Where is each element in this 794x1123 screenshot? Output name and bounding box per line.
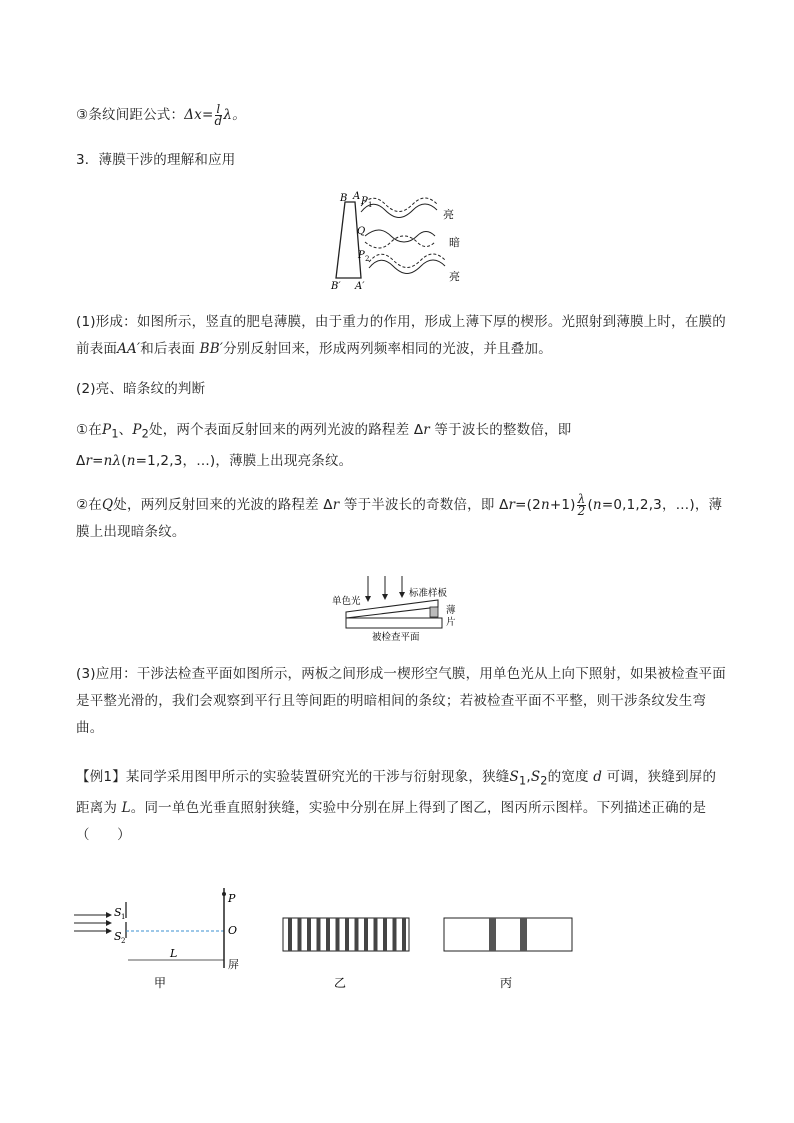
point-P: [222, 892, 226, 896]
b-r2: r: [85, 452, 93, 469]
label-tested-plane: 被检查平面: [372, 632, 420, 643]
thin-sheet: [430, 607, 438, 617]
label-bright-bottom: 亮: [449, 270, 460, 283]
application-paragraph: (3)应用：干涉法检查平面如图所示，两板之间形成一楔形空气膜，用单色光从上向下照射，如果被检查平面是平整光滑的，我们会观察到平行且等间距的明暗相间的条纹；若被检查平面不平整，则干涉条纹发生弯曲。: [76, 666, 726, 736]
light-ray-1-head: [106, 912, 112, 918]
ex-d: d: [593, 769, 603, 785]
formation-text-b: 和后表面: [140, 341, 196, 357]
d-e: +1): [549, 497, 576, 513]
pattern-figure-yi: [283, 918, 409, 990]
soap-film-diagram: [325, 188, 475, 296]
label-bright-top: 亮: [443, 208, 454, 221]
d-c: 等于半波长的奇数倍，即 Δ: [339, 497, 509, 513]
wave-dark-1: [365, 230, 435, 242]
ex-a: 某同学采用图甲所示的实验装置研究光的干涉与衍射现象，狭缝: [125, 769, 510, 785]
fraction-lambda-over-2: [577, 491, 587, 518]
label-P2-sub: 2: [365, 255, 370, 263]
arrow-2-head: [382, 594, 388, 600]
interference-fringe: [402, 918, 406, 951]
b-sub1: 1: [111, 427, 119, 441]
label-dark: 暗: [449, 236, 460, 249]
label-B-prime: B′: [331, 281, 341, 292]
apparatus-figure-jia: [74, 888, 239, 990]
label-standard-plate: 标准样板: [409, 588, 448, 599]
ex-e: 。同一单色光垂直照射狭缝，实验中分别在屏上得到了图乙，图丙所示图样。下列描述正确的是（ ）: [76, 799, 707, 843]
fringe-spacing-formula: [76, 102, 726, 129]
arrow-1-head: [365, 596, 371, 602]
d-Q: Q: [102, 497, 114, 513]
b-a: ①在: [76, 422, 103, 438]
b-b: 处，两个表面反射回来的两列光波的路程差 Δ: [149, 422, 424, 438]
fraction-l-over-d: [214, 101, 223, 128]
interference-fringe: [383, 918, 387, 951]
interference-fringe: [307, 918, 311, 951]
double-slit-figures: [70, 880, 590, 990]
fraction-denominator: d: [214, 113, 223, 128]
example-1: [76, 764, 726, 849]
d-a: ②在: [76, 497, 103, 513]
label-P1: P: [361, 196, 368, 207]
b-n-lambda: nλ: [103, 452, 122, 469]
label-P: P: [228, 892, 236, 905]
front-surface-AA: AA′: [117, 341, 141, 357]
label-L: L: [170, 947, 178, 960]
arrow-3-head: [399, 592, 405, 598]
label-A-prime: A′: [355, 281, 365, 292]
d-n: n: [540, 497, 550, 513]
caption-yi: 乙: [334, 976, 347, 990]
formation-text-c: 分别反射回来，形成两列频率相同的光波，并且叠加。: [223, 341, 552, 357]
interference-fringe: [393, 918, 397, 951]
judgement-title: (2)亮、暗条纹的判断: [76, 381, 206, 397]
ex-S1-sub: 1: [518, 774, 527, 788]
interference-fringe: [326, 918, 330, 951]
label-screen: 屏: [228, 958, 239, 971]
b-d: =: [92, 452, 104, 469]
delta-x: Δx=: [184, 107, 214, 123]
wedge-film: [336, 202, 361, 278]
interference-fringe: [374, 918, 378, 951]
interference-fringe: [345, 918, 349, 951]
d-g: =0,1,2,3，…)，薄膜上出现暗条纹。: [76, 497, 723, 540]
interference-fringe: [288, 918, 292, 951]
d-n2: n: [592, 497, 602, 513]
marker: ③: [76, 107, 89, 123]
b-r: r: [423, 422, 430, 438]
label-P2: P: [358, 250, 365, 261]
d-b: 处，两列反射回来的光波的路程差 Δ: [113, 497, 333, 513]
d-r: r: [332, 497, 340, 513]
formation-text-a: (1)形成：如图所示，竖直的肥皂薄膜，由于重力的作用，形成上薄下厚的楔形。光照射到薄膜上时，在膜的前表面: [76, 314, 726, 357]
wave-bright-bottom-1: [369, 260, 445, 274]
frac-den: 2: [577, 503, 586, 518]
label-S1-sub: 1: [121, 913, 126, 921]
label-sheet: 片: [446, 617, 456, 628]
flatness-test-diagram: [330, 574, 470, 644]
caption-jia: 甲: [154, 976, 167, 990]
tested-plate: [346, 618, 442, 628]
interference-fringe: [336, 918, 340, 951]
interference-fringe: [298, 918, 302, 951]
b-sub2: 2: [141, 427, 150, 441]
back-surface-BB: BB′: [199, 341, 224, 357]
label-P1-sub: 1: [368, 201, 373, 209]
d-d: =(2: [515, 497, 541, 513]
b-nn: n: [126, 452, 136, 469]
example-tag: 【例1】: [76, 769, 126, 785]
light-ray-3-head: [106, 928, 112, 934]
d-r2: r: [508, 497, 516, 513]
formula-label: 条纹间距公式：: [88, 107, 185, 123]
label-Q: Q: [357, 226, 366, 237]
b-c: 等于波长的整数倍，即 Δ: [76, 422, 572, 469]
section-title: 3．薄膜干涉的理解和应用: [76, 152, 236, 168]
label-O: O: [228, 924, 238, 937]
label-S2: S: [114, 930, 122, 943]
bright-fringe-paragraph: [76, 417, 726, 475]
b-e: (: [121, 452, 127, 469]
formation-paragraph: [76, 309, 726, 363]
ex-L: L: [121, 799, 131, 816]
d-f: (: [587, 497, 593, 513]
caption-bing: 丙: [500, 976, 513, 990]
b-P: P: [102, 422, 112, 438]
b-P2: P: [132, 422, 142, 438]
interference-fringe: [317, 918, 321, 951]
dark-fringe-paragraph: [76, 492, 726, 546]
label-S2-sub: 2: [121, 937, 126, 945]
frac-num: λ: [577, 491, 586, 506]
interference-fringe: [355, 918, 359, 951]
ex-c: 可调，狭缝到屏的距离为: [76, 769, 717, 816]
ex-b: 的宽度: [547, 769, 589, 785]
b-sep: 、: [118, 422, 133, 438]
label-B: B: [340, 193, 348, 204]
pattern-bing-frame: [444, 918, 572, 951]
label-mono-light: 单色光: [332, 596, 361, 607]
label-A: A: [353, 191, 361, 202]
label-thin: 薄: [446, 605, 456, 616]
ex-S2-sub: 2: [540, 774, 548, 788]
diffraction-fringe-right: [520, 918, 527, 951]
diffraction-fringe-left: [489, 918, 496, 951]
b-f: =1,2,3，…)，薄膜上出现亮条纹。: [135, 452, 353, 469]
ex-S2: S: [530, 769, 541, 785]
interference-fringe: [364, 918, 368, 951]
label-S1: S: [114, 906, 122, 919]
pattern-figure-bing: [444, 918, 572, 990]
fraction-numerator: l: [216, 101, 221, 116]
ex-comma: ,: [526, 769, 531, 785]
ex-S1: S: [509, 769, 519, 785]
light-ray-2-head: [106, 920, 112, 926]
lambda-tail: λ。: [223, 107, 246, 123]
